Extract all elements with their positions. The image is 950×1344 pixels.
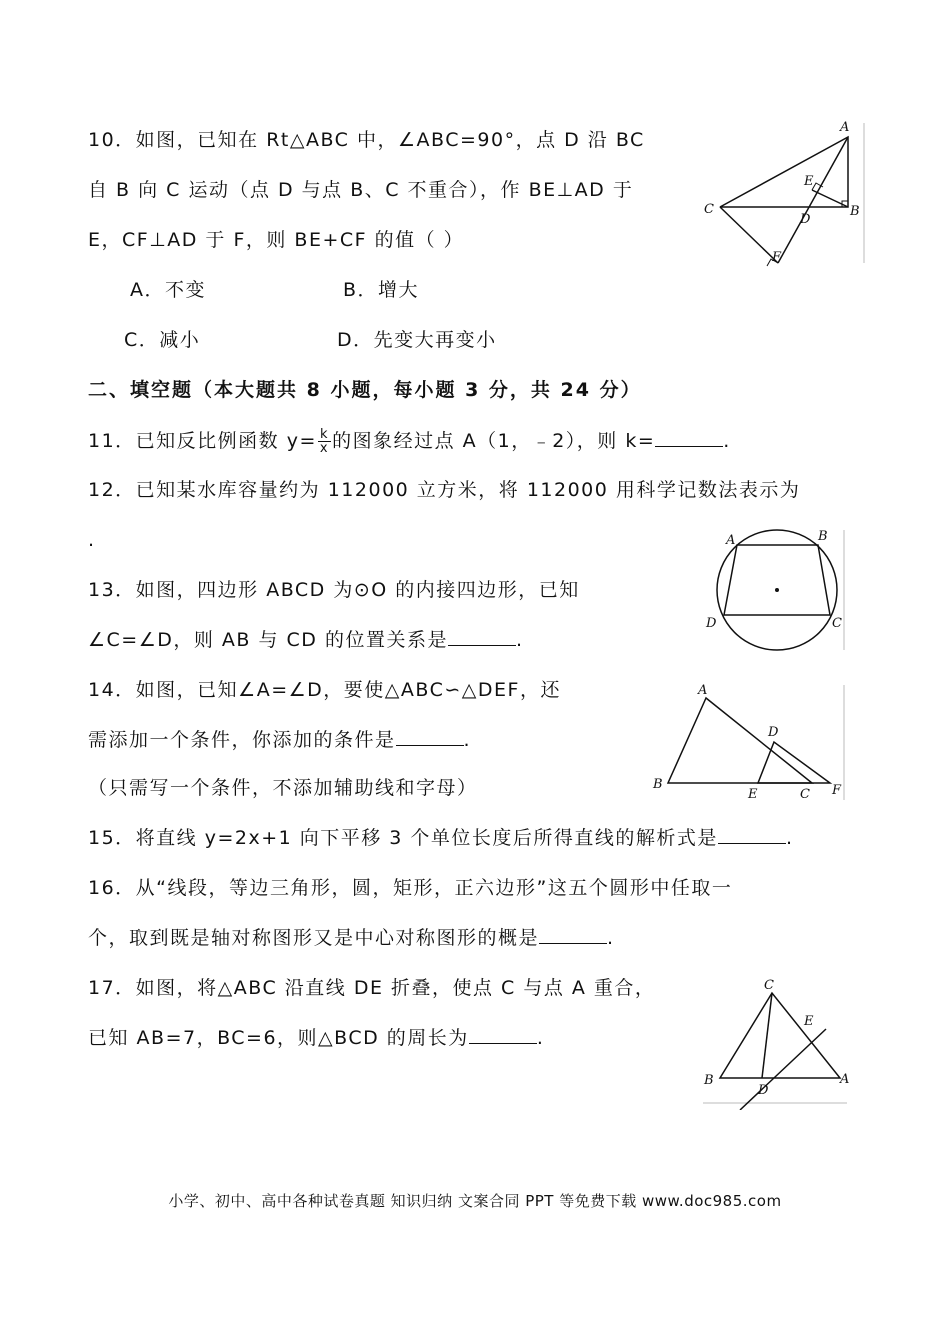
q14-line1: 14．如图，已知∠A=∠D，要使△ABC∽△DEF，还 [88,679,561,701]
q12-line1: 12．已知某水库容量约为 112000 立方米，将 112000 用科学记数法表示为 [88,479,801,501]
q17-figure [700,975,850,1110]
q10-option-d: D．先变大再变小 [337,329,497,351]
q14-label-b: B [653,777,663,792]
q14-line2 [88,728,471,752]
q17-label-b: B [704,1073,714,1088]
q10-label-f: F [772,250,782,265]
q17-answer-blank[interactable] [469,1027,537,1044]
q13-line2 [88,628,524,652]
q14-label-a: A [698,683,708,698]
q14-answer-blank[interactable] [396,729,464,746]
q10-line2: 自 B 向 C 运动（点 D 与点 B、C 不重合），作 BE⊥AD 于 [88,179,634,201]
q17-label-a: A [840,1072,850,1087]
q17-end: . [536,1027,545,1049]
q13-end: . [515,629,524,651]
q10-label-e: E [804,174,814,189]
q13-label-a: A [726,533,736,548]
q11-post: 的图象经过点 A（1，﹣2），则 k= [332,430,656,452]
q10-label-d: D [800,212,811,227]
q10-line3: E，CF⊥AD 于 F，则 BE+CF 的值（ ） [88,229,465,251]
section-heading: 二、填空题（本大题共 8 小题，每小题 3 分，共 24 分） [88,379,642,401]
q13-label-c: C [832,616,842,631]
q11-denominator: x [319,441,330,456]
page-footer: 小学、初中、高中各种试卷真题 知识归纳 文案合同 PPT 等免费下载 www.doc985.com [168,1192,782,1210]
q14-end: . [463,729,472,751]
q14-label-f: F [832,783,842,798]
q11-answer-blank[interactable] [655,430,723,447]
q13-label-b: B [818,529,828,544]
q13-answer-blank[interactable] [448,629,516,646]
q14-label-e: E [748,787,758,802]
q17-line2 [88,1026,544,1050]
q15-answer-blank[interactable] [718,827,786,844]
q15-text: 15．将直线 y=2x+1 向下平移 3 个单位长度后所得直线的解析式是 [88,827,718,849]
q10-option-a: A．不变 [130,279,206,301]
q14-label-c: C [800,787,810,802]
q17-text: 已知 AB=7，BC=6，则△BCD 的周长为 [88,1027,469,1049]
q13-figure [700,525,850,655]
q10-label-b: B [850,204,860,219]
q16-line2 [88,926,615,950]
q17-label-c: C [764,978,774,993]
q11-numerator: k [318,428,331,442]
q16-answer-blank[interactable] [539,927,607,944]
q14-label-d: D [768,725,779,740]
q15-line [88,826,793,850]
q17-line1: 17．如图，将△ABC 沿直线 DE 折叠，使点 C 与点 A 重合， [88,977,656,999]
q12-line2: . [88,529,96,551]
q11-fraction [318,428,331,455]
q17-label-d: D [758,1083,769,1098]
q13-text: ∠C=∠D，则 AB 与 CD 的位置关系是 [88,629,448,651]
q10-option-b: B．增大 [343,279,420,301]
q11-line [88,428,731,455]
q16-line1: 16．从“线段，等边三角形，圆，矩形，正六边形”这五个圆形中任取一 [88,877,733,899]
q11-end: . [723,430,731,452]
q17-label-e: E [804,1014,814,1029]
q10-label-a: A [840,120,850,135]
q13-label-d: D [706,616,717,631]
q16-end: . [607,927,615,949]
q14-line3: （只需写一个条件，不添加辅助线和字母） [88,777,478,799]
q10-label-c: C [704,202,714,217]
q13-line1: 13．如图，四边形 ABCD 为⊙O 的内接四边形，已知 [88,579,580,601]
q11-pre: 11．已知反比例函数 y= [88,430,317,452]
q15-end: . [785,827,794,849]
q10-figure [700,115,870,270]
q10-option-c: C．减小 [124,329,201,351]
q14-figure [650,680,850,805]
q10-line1: 10．如图，已知在 Rt△ABC 中，∠ABC=90°，点 D 沿 BC [88,129,645,151]
q14-text: 需添加一个条件，你添加的条件是 [88,729,396,751]
q16-text: 个，取到既是轴对称图形又是中心对称图形的概是 [88,927,540,949]
